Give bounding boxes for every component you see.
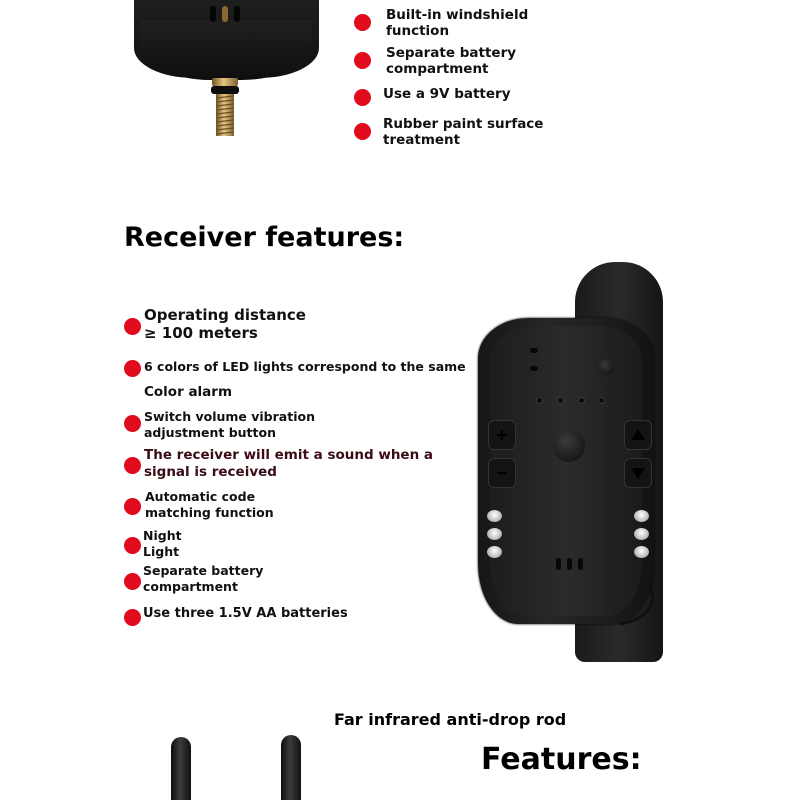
receiver-feature: 6 colors of LED lights correspond to the same Color alarm <box>144 359 466 400</box>
rod-title: Far infrared anti-drop rod <box>334 710 567 729</box>
receiver-feature: Use three 1.5V AA batteries <box>143 606 348 621</box>
bullet-dot-icon <box>124 457 141 474</box>
night-light-icon <box>634 510 649 522</box>
receiver-feature: Operating distance ≥ 100 meters <box>144 306 306 342</box>
bullet-dot-icon <box>124 498 141 515</box>
indicator-slot <box>530 348 538 353</box>
triangle-up-icon <box>625 421 651 449</box>
bullet-dot-icon <box>124 318 141 335</box>
transmitter-feature: Rubber paint surface treatment <box>383 116 544 148</box>
up-arrow-button[interactable] <box>624 420 652 450</box>
triangle-down-icon <box>625 459 651 487</box>
bullet-dot-icon <box>124 609 141 626</box>
bullet-dot-icon <box>354 52 371 69</box>
bullet-dot-icon <box>124 360 141 377</box>
receiver-feature: Separate battery compartment <box>143 563 264 594</box>
rod-image <box>171 737 191 800</box>
bullet-dot-icon <box>124 573 141 590</box>
led-indicator <box>557 397 564 404</box>
led-indicator <box>598 397 605 404</box>
down-arrow-button[interactable] <box>624 458 652 488</box>
receiver-feature: Switch volume vibration adjustment button <box>144 409 315 440</box>
screw-thread-icon <box>208 78 242 138</box>
led-indicator <box>536 397 543 404</box>
bullet-dot-icon <box>124 537 141 554</box>
transmitter-feature: Use a 9V battery <box>383 86 511 102</box>
power-button[interactable] <box>598 359 614 375</box>
transmitter-slot <box>222 6 228 22</box>
receiver-feature: The receiver will emit a sound when a signal is received <box>144 447 434 480</box>
rod-image <box>281 735 301 800</box>
transmitter-feature: Separate battery compartment <box>386 45 517 77</box>
volume-minus-button[interactable] <box>488 458 516 488</box>
night-light-icon <box>487 546 502 558</box>
night-light-icon <box>634 546 649 558</box>
bullet-dot-icon <box>354 123 371 140</box>
center-button[interactable] <box>553 430 585 462</box>
transmitter-feature: Built-in windshield function <box>386 7 529 39</box>
receiver-feature: Automatic code matching function <box>145 489 274 520</box>
night-light-icon <box>487 528 502 540</box>
bullet-dot-icon <box>124 415 141 432</box>
speaker-vent <box>578 558 583 570</box>
receiver-feature: Night Light <box>143 528 182 559</box>
features-heading: Features: <box>481 742 642 777</box>
indicator-slot <box>530 366 538 371</box>
speaker-vent <box>556 558 561 570</box>
transmitter-slot <box>210 6 216 22</box>
transmitter-slot <box>234 6 240 22</box>
night-light-icon <box>634 528 649 540</box>
bullet-dot-icon <box>354 89 371 106</box>
led-indicator <box>578 397 585 404</box>
speaker-vent <box>567 558 572 570</box>
volume-plus-button[interactable] <box>488 420 516 450</box>
receiver-heading: Receiver features: <box>124 222 405 253</box>
bullet-dot-icon <box>354 14 371 31</box>
night-light-icon <box>487 510 502 522</box>
transmitter-lower-shell <box>140 20 312 80</box>
